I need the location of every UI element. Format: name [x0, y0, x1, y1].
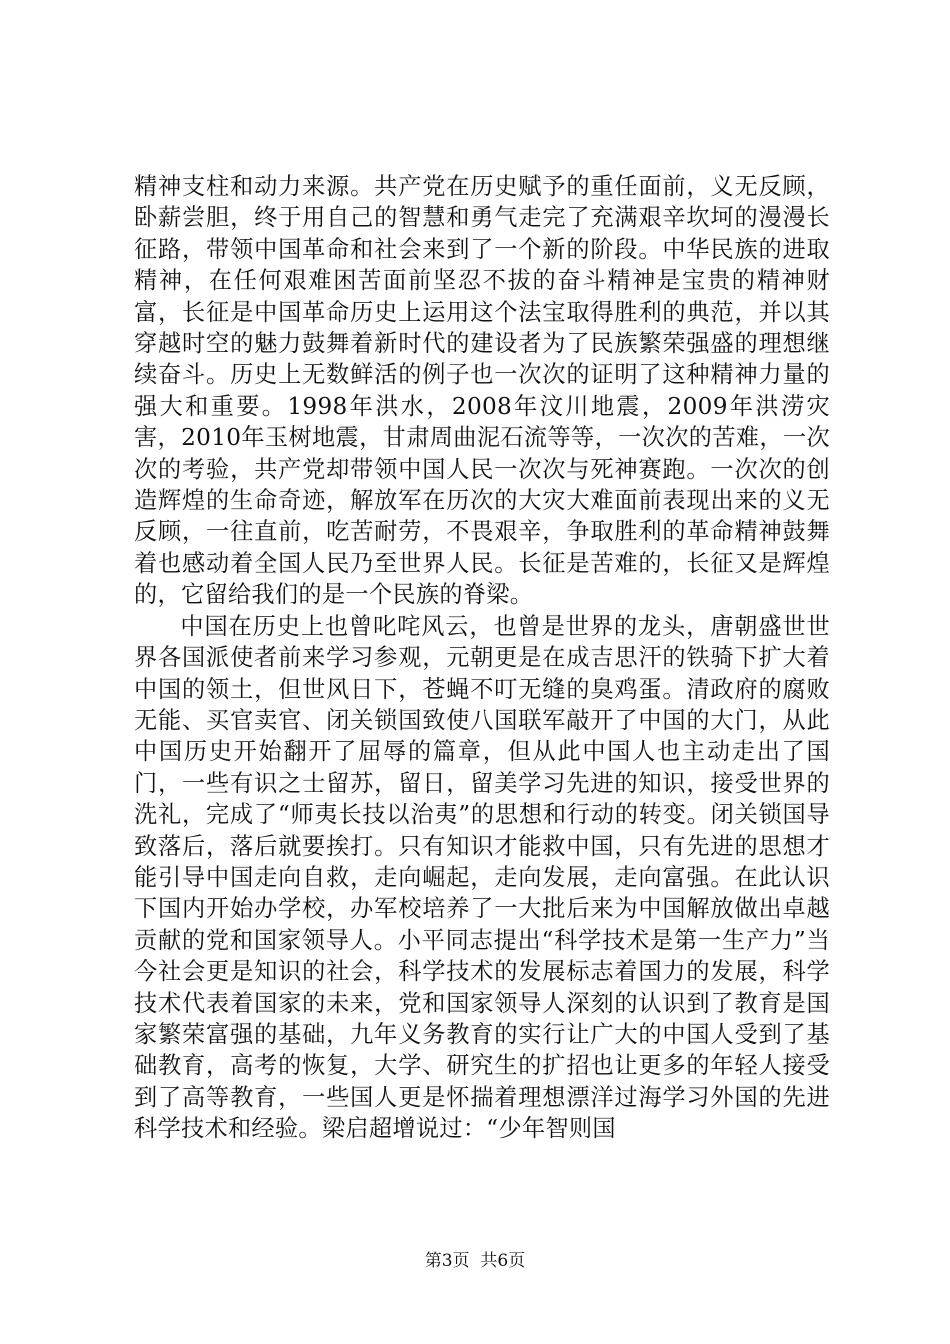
page-footer [0, 1246, 950, 1271]
paragraph-2: 中国在历史上也曾叱咤风云，也曾是世界的龙头，唐朝盛世世界各国派使者前来学习参观，元朝更是在成吉思汗的铁骑下扩大着中国的领土，但世风日下，苍蝇不叮无缝的臭鸡蛋。清政府的腐败无能、买官卖官、闭关锁国致使八国联军敲开了中国的大门，从此中国历史开始翻开了屈辱的篇章，但从此中国人也主动走出了国门，一些有识之士留苏，留日，留美学习先进的知识，接受世界的洗礼，完成了“师夷长技以治夷”的思想和行动的转变。闭关锁国导致落后，落后就要挨打。只有知识才能救中国，只有先进的思想才能引导中国走向自救，走向崛起，走向发展，走向富强。在此认识下国内开始办学校，办军校培养了一大批后来为中国解放做出卓越贡献的党和国家领导人。小平同志提出“科学技术是第一生产力”当今社会更是知识的社会，科学技术的发展标志着国力的发展，科学技术代表着国家的未来，党和国家领导人深刻的认识到了教育是国家繁荣富强的基础，九年义务教育的实行让广大的中国人受到了基础教育，高考的恢复，大学、研究生的扩招也让更多的年轻人接受到了高等教育，一些国人更是怀揣着理想漂洋过海学习外国的先进科学技术和经验。梁启超增说过：“少年智则国 [134, 612, 830, 1143]
body-text [134, 171, 830, 1145]
page-total: 共6页 [480, 1251, 526, 1271]
paragraph-1: 精神支柱和动力来源。共产党在历史赋予的重任面前，义无反顾，卧薪尝胆，终于用自己的智慧和勇气走完了充满艰辛坎坷的漫漫长征路，带领中国革命和社会来到了一个新的阶段。中华民族的进取精神，在任何艰难困苦面前坚忍不拔的奋斗精神是宝贵的精神财富，长征是中国革命历史上运用这个法宝取得胜利的典范，并以其穿越时空的魅力鼓舞着新时代的建设者为了民族繁荣强盛的理想继续奋斗。历史上无数鲜活的例子也一次次的证明了这种精神力量的强大和重要。1998年洪水，2008年汶川地震，2009年洪涝灾害，2010年玉树地震，甘肃周曲泥石流等等，一次次的苦难，一次次的考验，共产党却带领中国人民一次次与死神赛跑。一次次的创造辉煌的生命奇迹，解放军在历次的大灾大难面前表现出来的义无反顾，一往直前，吃苦耐劳，不畏艰辛，争取胜利的革命精神鼓舞着也感动着全国人民乃至世界人民。长征是苦难的，长征又是辉煌的，它留给我们的是一个民族的脊梁。 [134, 173, 830, 609]
page-number: 第3页 [424, 1251, 470, 1271]
